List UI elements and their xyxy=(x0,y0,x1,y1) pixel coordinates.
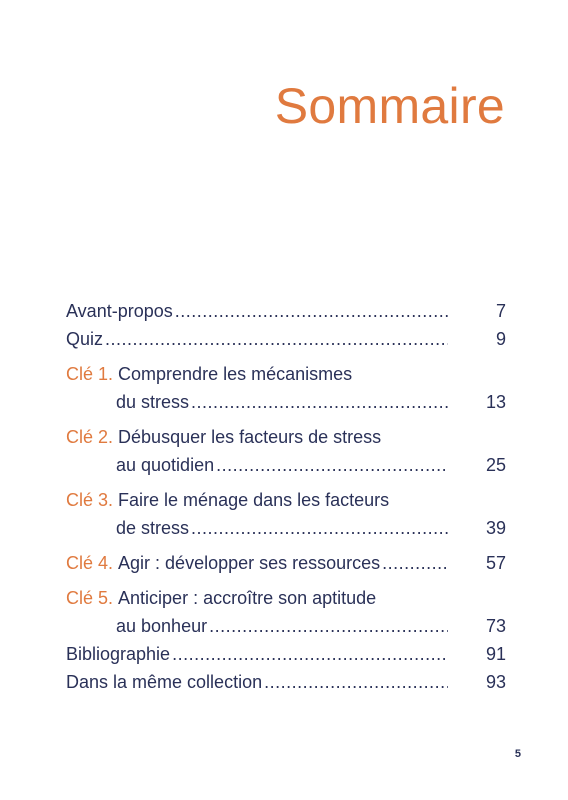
toc-entry-label-continued: de stress xyxy=(116,518,190,538)
dot-leader xyxy=(172,640,448,668)
dot-leader xyxy=(191,388,448,416)
dot-leader xyxy=(209,612,448,640)
page-title: Sommaire xyxy=(274,78,505,134)
toc-entry-cle-1[interactable] xyxy=(66,360,506,416)
toc-entry-label: Bibliographie xyxy=(66,644,171,664)
toc-entry-avant-propos[interactable] xyxy=(66,297,506,325)
toc-entry-quiz[interactable] xyxy=(66,325,506,353)
toc-entry-label: Anticiper : accroître son aptitude xyxy=(118,588,377,608)
toc-entry-label: Faire le ménage dans les facteurs xyxy=(118,490,390,510)
toc-entry-cle-5[interactable] xyxy=(66,584,506,640)
dot-leader xyxy=(382,549,448,577)
toc-entry-cle-4[interactable] xyxy=(66,549,506,577)
toc-page-number: 7 xyxy=(495,301,506,321)
dot-leader xyxy=(175,297,448,325)
toc-page-number: 39 xyxy=(485,518,506,538)
toc-entry-label: Débusquer les facteurs de stress xyxy=(118,427,382,447)
dot-leader xyxy=(105,325,448,353)
toc-cle-number: Clé 1. xyxy=(66,364,114,384)
toc-cle-number: Clé 3. xyxy=(66,490,114,510)
toc-page-number: 13 xyxy=(485,392,506,412)
toc-entry-cle-3[interactable] xyxy=(66,486,506,542)
table-of-contents xyxy=(66,297,506,696)
toc-entry-label: Comprendre les mécanismes xyxy=(118,364,353,384)
toc-entry-cle-2[interactable] xyxy=(66,423,506,479)
toc-page-number: 73 xyxy=(485,616,506,636)
toc-entry-bibliographie[interactable] xyxy=(66,640,506,668)
toc-page-number: 25 xyxy=(485,455,506,475)
toc-entry-label-continued: du stress xyxy=(116,392,190,412)
page-folio: 5 xyxy=(514,748,521,760)
dot-leader xyxy=(216,451,448,479)
dot-leader xyxy=(264,668,448,696)
toc-cle-number: Clé 2. xyxy=(66,427,114,447)
toc-entry-label: Quiz xyxy=(66,329,104,349)
toc-entry-collection[interactable] xyxy=(66,668,506,696)
toc-page-number: 91 xyxy=(485,644,506,664)
dot-leader xyxy=(191,514,448,542)
toc-entry-label-continued: au quotidien xyxy=(116,455,215,475)
toc-entry-label-continued: au bonheur xyxy=(116,616,208,636)
toc-cle-number: Clé 4. xyxy=(66,553,114,573)
toc-cle-number: Clé 5. xyxy=(66,588,114,608)
toc-page-number: 57 xyxy=(485,553,506,573)
toc-entry-label: Avant-propos xyxy=(66,301,173,321)
toc-entry-label: Dans la même collection xyxy=(66,672,263,692)
toc-entry-label: Agir : développer ses ressources xyxy=(118,553,381,573)
toc-page-number: 9 xyxy=(495,329,506,349)
toc-page-number: 93 xyxy=(485,672,506,692)
